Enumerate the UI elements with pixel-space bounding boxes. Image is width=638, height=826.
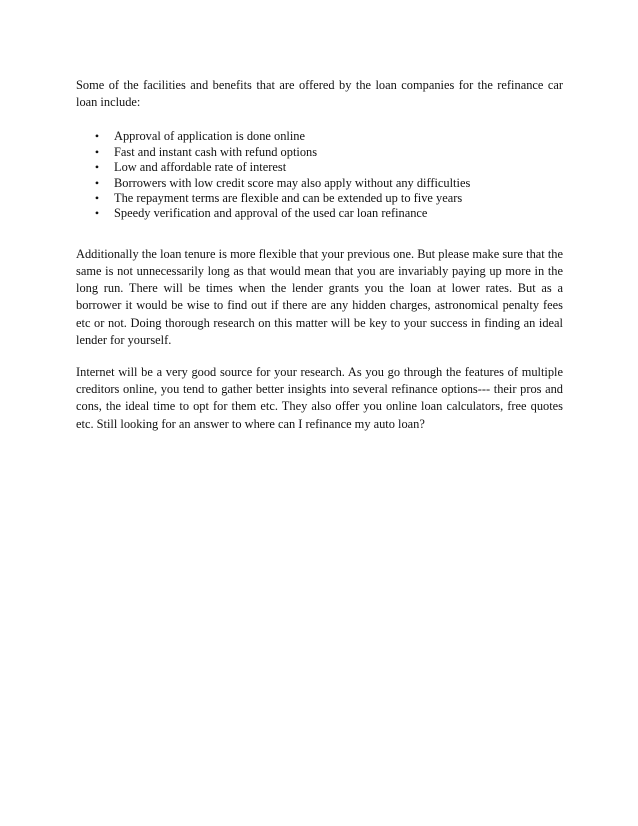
list-item-text: Approval of application is done online — [114, 129, 305, 144]
research-paragraph: Internet will be a very good source for your research. As you go through the features of multiple creditors online, you tend to gather better insights into several refinance options--- their pros and cons, the ideal time to opt for them etc. They also offer you online loan calculators, free quotes etc. Still looking for an answer to where can I refinance my auto loan? — [76, 365, 563, 431]
intro-paragraph: Some of the facilities and benefits that are offered by the loan companies for the refinance car loan include: — [76, 78, 563, 110]
list-item — [76, 145, 563, 160]
list-item-text: Speedy verification and approval of the used car loan refinance — [114, 206, 428, 221]
list-item-text: Borrowers with low credit score may also apply without any difficulties — [114, 175, 471, 190]
list-item-text: Fast and instant cash with refund options — [114, 144, 318, 159]
document-body — [76, 77, 563, 433]
bullet-icon: • — [94, 191, 100, 206]
list-item-text: The repayment terms are flexible and can be extended up to five years — [114, 191, 463, 206]
benefits-list — [76, 129, 563, 221]
bullet-icon: • — [94, 175, 100, 190]
tenure-paragraph: Additionally the loan tenure is more flexible that your previous one. But please make sure that the same is not unnecessarily long as that would mean that you are invariably paying up more in the long run. There will be times when the lender grants you the loan at lower rates. But as a borrower it would be wise to find out if there are any hidden charges, astronomical penalty fees etc or not. Doing thorough research on this matter will be key to your success in finding an ideal lender for yourself. — [76, 246, 563, 347]
bullet-icon: • — [94, 206, 100, 221]
bullet-icon: • — [94, 144, 100, 159]
list-item — [76, 160, 563, 175]
bullet-icon: • — [94, 129, 100, 144]
list-item — [76, 206, 563, 221]
list-item-text: Low and affordable rate of interest — [114, 160, 287, 175]
list-item — [76, 176, 563, 191]
bullet-icon: • — [94, 160, 100, 175]
list-item — [76, 129, 563, 144]
list-item — [76, 191, 563, 206]
